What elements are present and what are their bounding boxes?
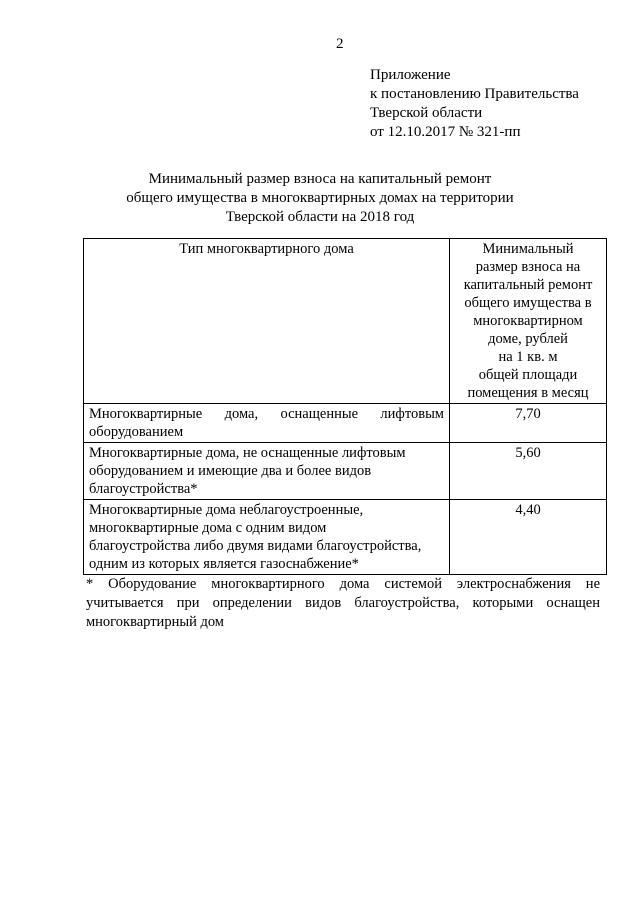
house-type-cell	[84, 443, 450, 500]
house-type-line: Многоквартирные дома, не оснащенные лифтовым	[89, 445, 406, 461]
appendix-line: Приложение	[370, 67, 451, 83]
header-fee-line: общего имущества в	[464, 295, 592, 311]
header-fee-line: общей площади	[478, 367, 578, 383]
appendix-line: Тверской области	[370, 105, 483, 121]
header-fee-line: Минимальный	[482, 241, 574, 257]
appendix-line: к постановлению Правительства	[370, 86, 579, 102]
header-fee-line: размер взноса на	[475, 259, 581, 275]
house-type-line: Многоквартирные дома неблагоустроенные,	[89, 502, 364, 518]
header-fee-line: помещения в месяц	[467, 385, 589, 401]
house-type-cell	[84, 404, 450, 443]
house-type-cell	[84, 500, 450, 575]
house-type-line: благоустройства*	[89, 481, 198, 497]
header-type-cell: Тип многоквартирного дома	[84, 239, 450, 404]
header-fee-line: капитальный ремонт	[463, 277, 593, 293]
title-line: общего имущества в многоквартирных домах на территории	[126, 190, 514, 206]
header-fee-line: многоквартирном	[473, 313, 583, 329]
document-title	[0, 170, 640, 227]
fee-value-cell: 5,60	[450, 443, 607, 500]
footnote: * Оборудование многоквартирного дома системой электроснабжения не учитывается при определении видов благоустройства, которыми оснащен многоквартирный дом	[86, 576, 600, 630]
header-fee-line: доме, рублей	[488, 331, 568, 347]
table-header-row	[84, 239, 607, 404]
fees-table	[83, 238, 607, 575]
house-type-line: оборудованием и имеющие два и более видов	[89, 463, 372, 479]
fee-value-cell: 7,70	[450, 404, 607, 443]
house-type-line: благоустройства либо двумя видами благоустройства,	[89, 538, 422, 554]
table-row	[84, 404, 607, 443]
house-type-line: одним из которых является газоснабжение*	[89, 556, 359, 572]
fee-value-cell: 4,40	[450, 500, 607, 575]
house-type-line: оборудованием	[89, 424, 184, 440]
table-row	[84, 500, 607, 575]
appendix-line: от 12.10.2017 № 321-пп	[370, 124, 521, 140]
header-fee-line: на 1 кв. м	[498, 349, 558, 365]
table-row	[84, 443, 607, 500]
house-type-line: многоквартирные дома с одним видом	[89, 520, 327, 536]
title-line: Минимальный размер взноса на капитальный ремонт	[148, 171, 492, 187]
header-fee-cell	[450, 239, 607, 404]
title-line: Тверской области на 2018 год	[225, 209, 415, 225]
house-type-line: Многоквартирные дома, оснащенные лифтовым	[89, 406, 444, 422]
page-number: 2	[336, 36, 344, 52]
appendix-header	[370, 66, 579, 142]
